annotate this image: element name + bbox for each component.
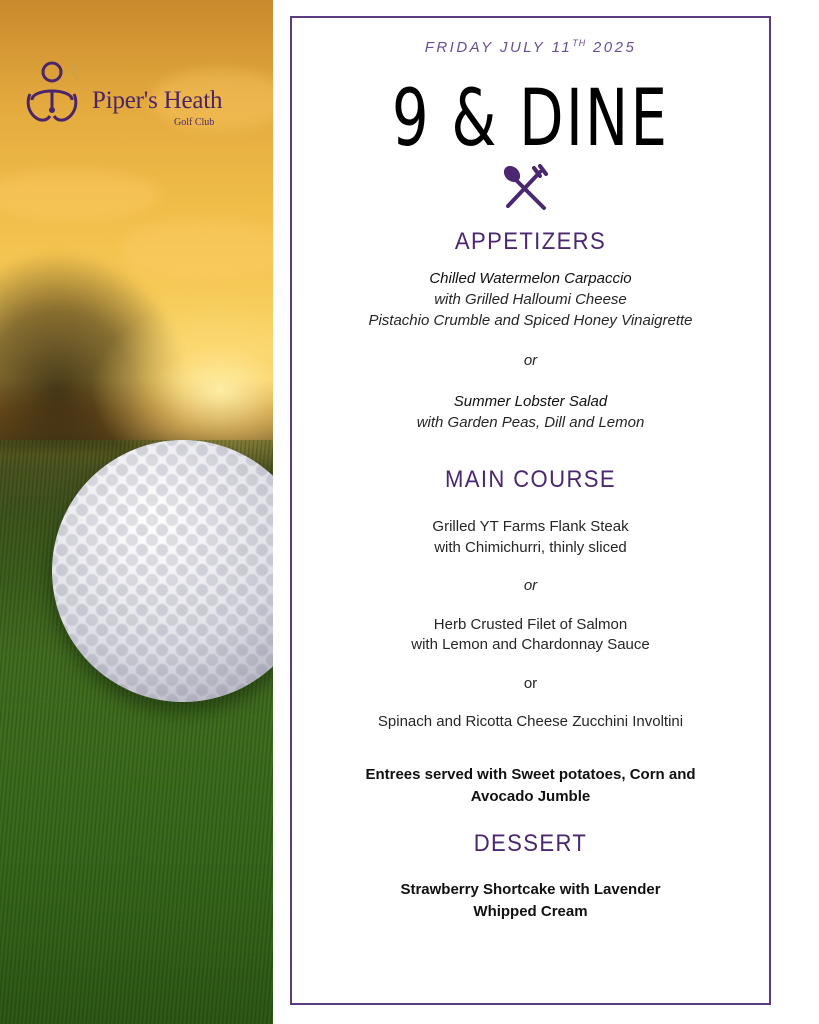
appetizers-heading: APPETIZERS	[454, 228, 607, 255]
main-1-line2: with Chimichurri, thinly sliced	[434, 539, 627, 556]
appetizer-1-name: Chilled Watermelon Carpaccio	[429, 270, 632, 287]
appetizer-1-line2: with Grilled Halloumi Cheese	[434, 291, 627, 308]
logo-subtitle: Golf Club	[174, 117, 215, 128]
logo-name: Piper's Heath	[92, 87, 223, 114]
golf-ball-photo	[0, 0, 273, 1024]
main-2-line1: Herb Crusted Filet of Salmon	[433, 616, 628, 633]
main-1-line1: Grilled YT Farms Flank Steak	[432, 518, 629, 535]
golfer-logo-icon	[24, 60, 94, 140]
main-or-2: or	[523, 675, 538, 692]
menu-title: 9 & DINE	[391, 74, 670, 164]
main-3: Spinach and Ricotta Cheese Zucchini Involtini	[377, 713, 684, 730]
main-2-line2: with Lemon and Chardonnay Sauce	[411, 636, 650, 653]
spoon-fork-icon	[500, 164, 550, 214]
club-logo	[24, 60, 254, 140]
main-course-heading: MAIN COURSE	[444, 466, 616, 493]
entree-note-line2: Avocado Jumble	[470, 788, 591, 805]
dessert-line2: Whipped Cream	[473, 903, 588, 920]
appetizer-2-line2: with Garden Peas, Dill and Lemon	[416, 414, 645, 431]
appetizer-or: or	[523, 352, 538, 369]
main-or-1: or	[523, 577, 538, 594]
appetizer-1-line3: Pistachio Crumble and Spiced Honey Vinaigrette	[368, 312, 693, 329]
event-date: FRIDAY JULY 11TH 2025	[424, 38, 637, 56]
entree-note-line1: Entrees served with Sweet potatoes, Corn and	[365, 766, 696, 783]
menu-card	[290, 16, 771, 1005]
dessert-line1: Strawberry Shortcake with Lavender	[400, 881, 661, 898]
dessert-heading: DESSERT	[473, 830, 588, 857]
appetizer-2-name: Summer Lobster Salad	[453, 393, 608, 410]
